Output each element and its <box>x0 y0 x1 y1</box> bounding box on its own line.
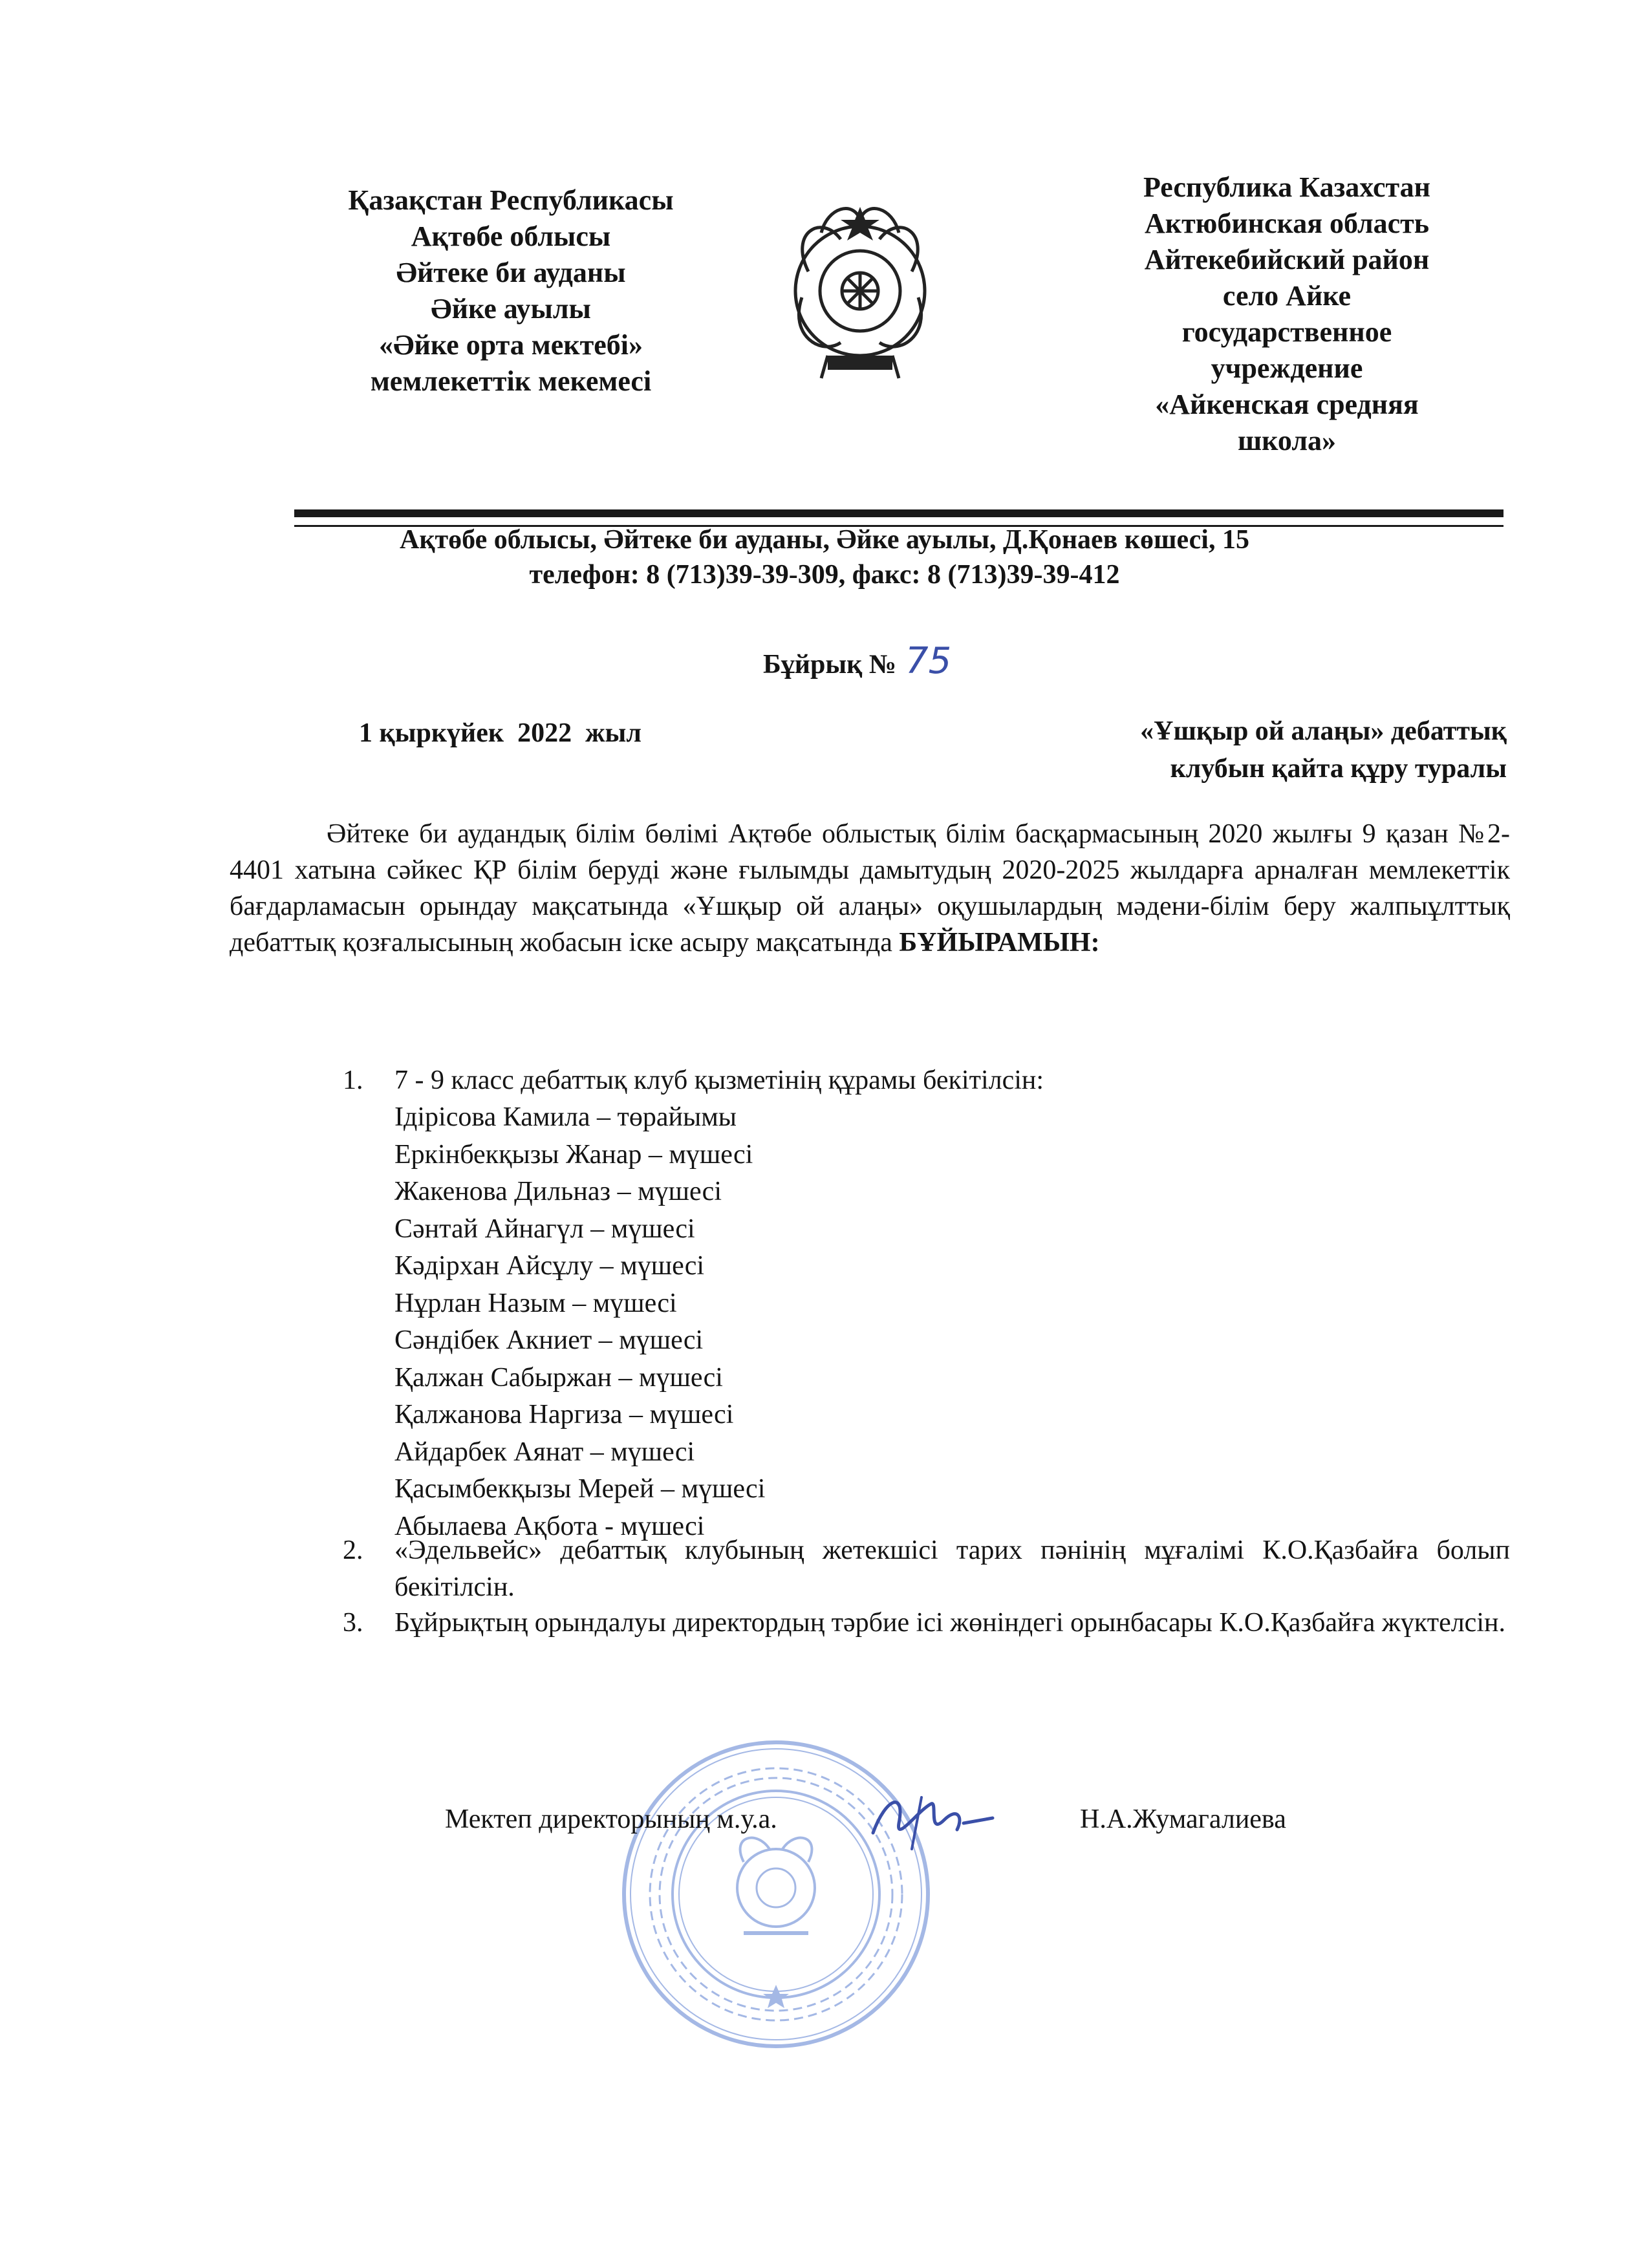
list-item: Қасымбекқызы Мерей – мүшесі <box>394 1474 766 1504</box>
order-subject-line: «Ұшқыр ой алаңы» дебаттық <box>1140 716 1507 746</box>
order-item-text: «Эдельвейс» дебаттық клубының жетекшісі тарих пәнінің мұғалімі К.О.Қазбайға болып бекітілсін. <box>394 1535 1510 1602</box>
order-number: 75 <box>905 640 952 682</box>
body-paragraph <box>230 816 1510 961</box>
header-russian-line: Актюбинская область <box>1144 208 1430 239</box>
handwritten-signature-icon <box>860 1784 1002 1856</box>
header-kazakh-line: Әйке ауылы <box>431 293 591 325</box>
signature-label: Мектеп директорының м.у.а. <box>445 1804 777 1834</box>
header-russian <box>1061 169 1513 459</box>
header-kazakh-line: мемлекеттік мекемесі <box>370 365 652 397</box>
order-item-number: 3. <box>343 1608 363 1638</box>
list-item: Нұрлан Назым – мүшесі <box>394 1288 677 1318</box>
list-item: Сәнтай Айнагүл – мүшесі <box>394 1214 695 1244</box>
list-item: Жакенова Дильназ – мүшесі <box>394 1177 722 1206</box>
header-russian-line: Айтекебийский район <box>1144 244 1430 275</box>
list-item: Еркінбекқызы Жанар – мүшесі <box>394 1139 753 1170</box>
official-seal-stamp <box>614 1733 938 2056</box>
header-kazakh-line: Ақтөбе облысы <box>411 220 611 252</box>
header-russian-line: государственное <box>1181 316 1392 348</box>
state-emblem-icon <box>782 194 938 388</box>
header-kazakh-line: «Әйке орта мектебі» <box>379 329 643 361</box>
address-line: Ақтөбе облысы, Әйтеке би ауданы, Әйке ауылы, Д.Қонаев көшесі, 15 <box>400 525 1249 555</box>
header-kazakh-line: Әйтеке би ауданы <box>396 257 626 288</box>
director-name: Н.А.Жумагалиева <box>1080 1804 1286 1834</box>
member-list <box>394 1099 765 1545</box>
order-item-text: Бұйрықтың орындалуы директордың тәрбие ісі жөніндегі орынбасары К.О.Қазбайға жүктелсін. <box>394 1608 1505 1638</box>
order-item-number: 2. <box>343 1535 363 1565</box>
order-subject <box>970 712 1507 787</box>
list-item: Абылаева Ақбота - мүшесі <box>394 1511 705 1541</box>
order-subject-line: клубын қайта құру туралы <box>1170 754 1507 784</box>
contact-line: телефон: 8 (713)39-39-309, факс: 8 (713)39-39-412 <box>529 560 1120 590</box>
list-item: Кәдірхан Айсұлу – мүшесі <box>394 1251 705 1281</box>
header-kazakh <box>285 182 737 400</box>
list-item: Ідірісова Камила – төрайымы <box>394 1102 737 1132</box>
list-item: Сәндібек Акниет – мүшесі <box>394 1325 704 1355</box>
order-item-number: 1. <box>343 1065 363 1095</box>
header-russian-line: учреждение <box>1211 352 1363 384</box>
order-title <box>763 640 951 682</box>
order-title-label: Бұйрық № <box>763 650 897 679</box>
decree-word: БҰЙЫРАМЫН: <box>899 928 1100 957</box>
list-item: Қалжан Сабыржан – мүшесі <box>394 1362 723 1393</box>
header-divider-thick <box>294 509 1503 517</box>
header-russian-line: школа» <box>1237 425 1337 456</box>
order-date: 1 қыркүйек 2022 жыл <box>359 718 641 748</box>
header-kazakh-line: Қазақстан Республикасы <box>348 184 674 216</box>
header-russian-line: село Айке <box>1222 280 1352 312</box>
header-russian-line: Республика Казахстан <box>1143 171 1431 203</box>
body-text: Әйтеке би аудандық білім бөлімі Ақтөбе облыстық білім басқармасының 2020 жылғы 9 қазан №2-4401 хатына сәйкес ҚР білім беруді және ғылымды дамытудың 2020-2025 жылдарға арналған мемлекеттік бағдарламасын орындау мақсатында «Ұшқыр ой алаңы» оқушылардың мәдени-білім беру жалпыұлттық дебаттық қозғалысының жобасын іске асыру мақсатында <box>230 819 1510 957</box>
list-item: Қалжанова Наргиза – мүшесі <box>394 1400 734 1429</box>
list-item: Айдарбек Аянат – мүшесі <box>394 1437 695 1467</box>
header-russian-line: «Айкенская средняя <box>1155 389 1419 420</box>
order-item-text: 7 - 9 класс дебаттық клуб қызметінің құрамы бекітілсін: <box>394 1065 1044 1095</box>
